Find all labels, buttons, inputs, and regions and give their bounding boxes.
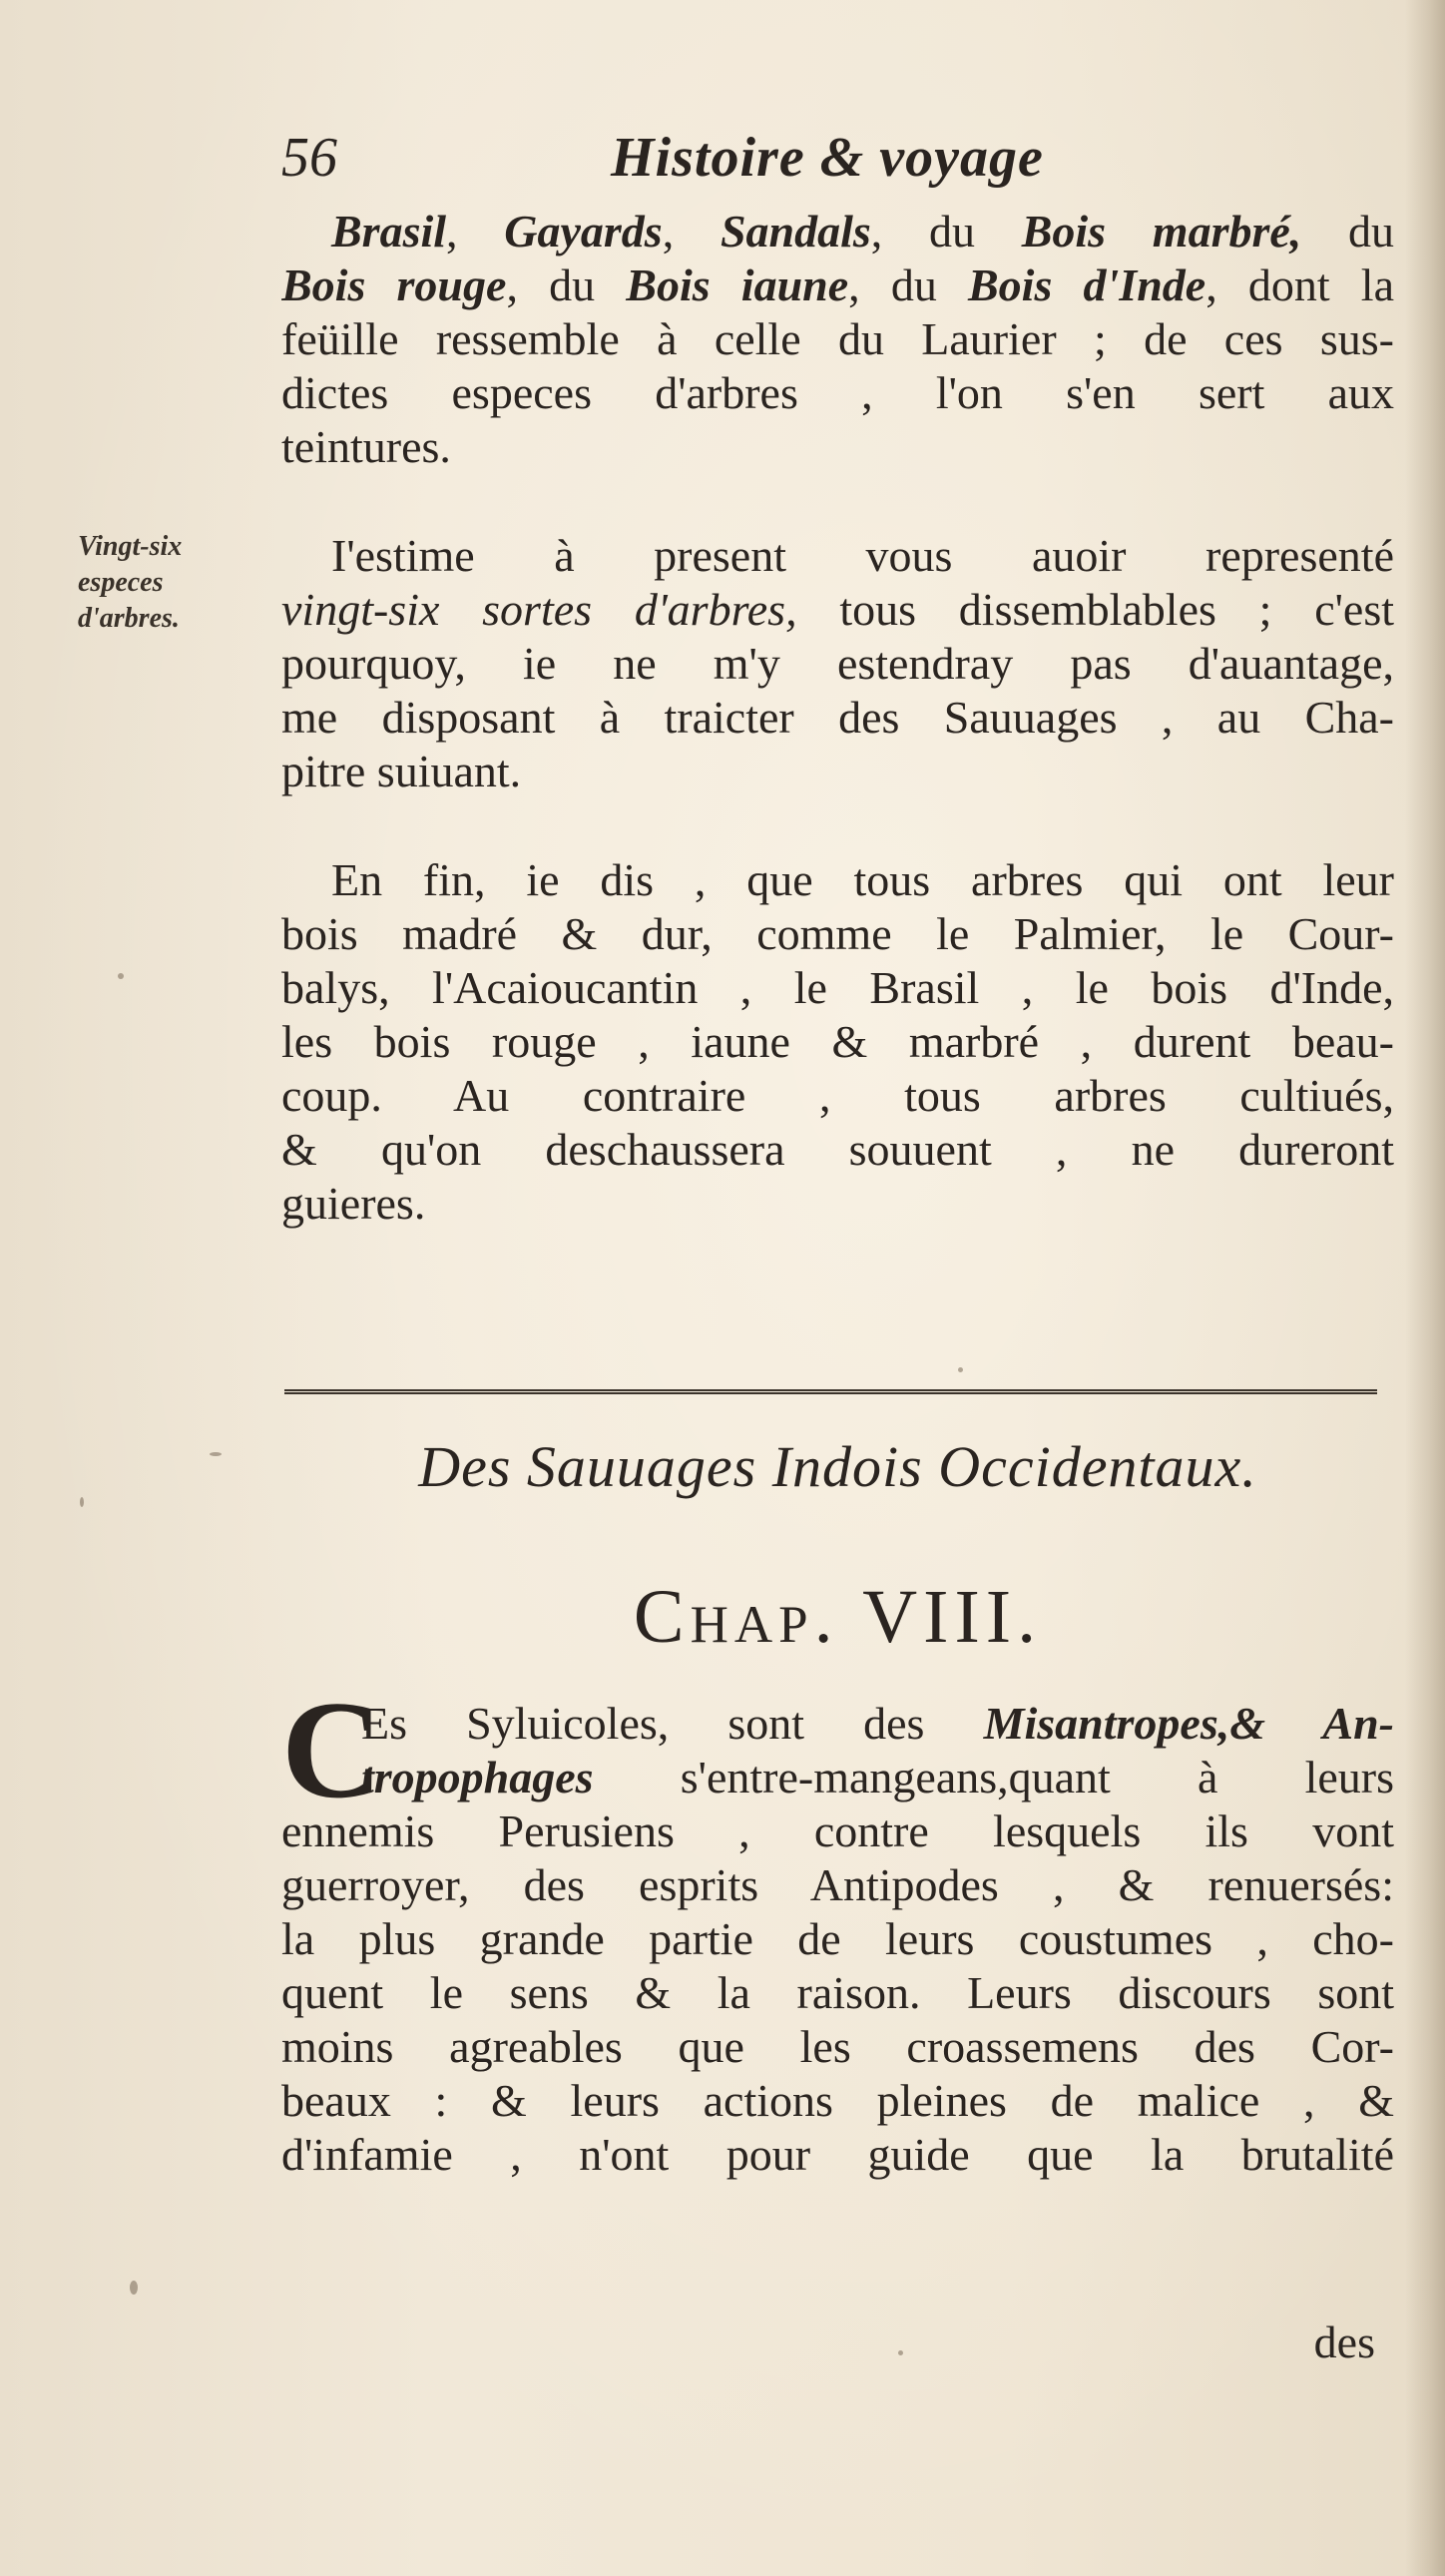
text-line: dictes especes d'arbres , l'on s'en sert aux xyxy=(281,367,1394,418)
chapter-heading: Chap. VIII. xyxy=(633,1575,1043,1659)
section-title: Des Sauuages Indois Occidentaux. xyxy=(418,1434,1257,1499)
text-line: tropophages s'entre-mangeans,quant à leurs xyxy=(361,1752,1394,1803)
paragraph-durable-woods xyxy=(281,853,1394,1231)
running-title: Histoire & voyage xyxy=(611,127,1044,189)
paper-speck xyxy=(80,1497,84,1507)
drop-cap: C xyxy=(281,1673,383,1827)
text-line: guerroyer, des esprits Antipodes , & renuersés: xyxy=(281,1859,1394,1910)
section-divider-rule xyxy=(284,1389,1377,1394)
text-line: me disposant à traicter des Sauuages , au Cha- xyxy=(281,692,1394,743)
chapter-body xyxy=(281,1673,1394,2182)
text-line: quent le sens & la raison. Leurs discours sont xyxy=(281,1967,1394,2018)
text-line: Es Syluicoles, sont des Misantropes,& An- xyxy=(361,1698,1394,1749)
text-line: d'infamie , n'ont pour guide que la brutalité xyxy=(281,2129,1394,2180)
text-line: ennemis Perusiens , contre lesquels ils vont xyxy=(281,1805,1394,1856)
paper-speck xyxy=(958,1367,963,1372)
text-line: vingt-six sortes d'arbres, tous dissemblables ; c'est xyxy=(281,584,1394,635)
text-line: Bois rouge, du Bois iaune, du Bois d'Inde, dont la xyxy=(281,259,1394,310)
running-head xyxy=(281,118,1394,198)
paper-speck xyxy=(210,1452,222,1456)
text-line: pitre suiuant. xyxy=(281,746,522,796)
text-line: I'estime à present vous auoir representé xyxy=(331,530,1394,581)
text-line: balys, l'Acaioucantin , le Brasil , le bois d'Inde, xyxy=(281,962,1394,1013)
paragraph-twenty-six-trees xyxy=(281,529,1394,798)
text-line: guieres. xyxy=(281,1178,426,1229)
text-line: Brasil, Gayards, Sandals, du Bois marbré, du xyxy=(331,206,1394,257)
margin-note-line: Vingt-six xyxy=(78,531,183,562)
text-line: beaux : & leurs actions pleines de malice , & xyxy=(281,2075,1394,2126)
page-gutter-shadow xyxy=(1405,0,1445,2576)
paragraph-wood-types xyxy=(281,205,1394,474)
paper-speck xyxy=(130,2281,138,2295)
text-line: la plus grande partie de leurs coustumes , cho- xyxy=(281,1913,1394,1964)
margin-note-line: d'arbres. xyxy=(78,603,180,634)
margin-note-line: especes xyxy=(78,567,164,598)
catchword: des xyxy=(1313,2317,1375,2367)
text-line: En fin, ie dis , que tous arbres qui ont leur xyxy=(331,854,1394,905)
text-line: moins agreables que les croassemens des Cor- xyxy=(281,2021,1394,2072)
paper-speck xyxy=(118,973,124,979)
paper-speck xyxy=(898,2350,903,2355)
margin-note xyxy=(78,529,247,637)
text-line: pourquoy, ie ne m'y estendray pas d'auantage, xyxy=(281,638,1394,689)
page-number: 56 xyxy=(281,127,337,189)
text-line: teintures. xyxy=(281,421,451,472)
text-line: bois madré & dur, comme le Palmier, le Cour- xyxy=(281,908,1394,959)
text-line: coup. Au contraire , tous arbres cultiués, xyxy=(281,1070,1394,1121)
text-line: feüille ressemble à celle du Laurier ; de ces sus- xyxy=(281,313,1394,364)
text-line: les bois rouge , iaune & marbré , durent beau- xyxy=(281,1016,1394,1067)
text-line: & qu'on deschaussera souuent , ne dureront xyxy=(281,1124,1394,1175)
